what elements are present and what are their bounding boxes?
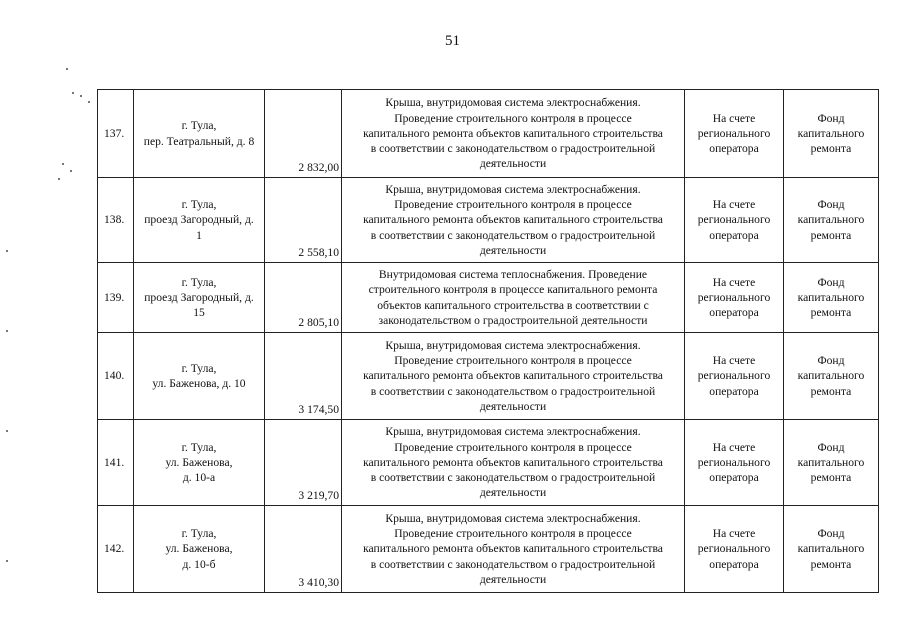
object-address: г. Тула, ул. Баженова, д. 10-б [134, 506, 265, 593]
funding-source: Фонд капитального ремонта [784, 506, 879, 593]
table-row [98, 263, 879, 333]
table-row [98, 420, 879, 506]
row-number: 141. [98, 420, 134, 506]
work-description: Крыша, внутридомовая система электроснабжения. Проведение строительного контроля в процессе капитального ремонта объектов капитального строительства в соответствии с законодательством о градостроительной деятельности [342, 506, 685, 593]
cost-value: 3 410,30 [265, 506, 342, 593]
cost-value: 3 174,50 [265, 333, 342, 420]
row-number: 140. [98, 333, 134, 420]
funding-source: Фонд капитального ремонта [784, 90, 879, 178]
row-number: 138. [98, 178, 134, 263]
account-type: На счете регионального оператора [685, 333, 784, 420]
row-number: 137. [98, 90, 134, 178]
work-description: Внутридомовая система теплоснабжения. Проведение строительного контроля в процессе капитального ремонта объектов капитального строительства в соответствии с законодательством о градостроительной деятельности [342, 263, 685, 333]
cost-value: 2 832,00 [265, 90, 342, 178]
funding-source: Фонд капитального ремонта [784, 178, 879, 263]
row-number: 142. [98, 506, 134, 593]
table-row [98, 90, 879, 178]
work-description: Крыша, внутридомовая система электроснабжения. Проведение строительного контроля в процессе капитального ремонта объектов капитального строительства в соответствии с законодательством о градостроительной деятельности [342, 90, 685, 178]
funding-source: Фонд капитального ремонта [784, 263, 879, 333]
page-number: 51 [445, 33, 460, 49]
table-row [98, 178, 879, 263]
object-address: г. Тула, проезд Загородный, д. 15 [134, 263, 265, 333]
register-table [97, 89, 879, 593]
work-description: Крыша, внутридомовая система электроснабжения. Проведение строительного контроля в процессе капитального ремонта объектов капитального строительства в соответствии с законодательством о градостроительной деятельности [342, 420, 685, 506]
object-address: г. Тула, пер. Театральный, д. 8 [134, 90, 265, 178]
account-type: На счете регионального оператора [685, 178, 784, 263]
work-description: Крыша, внутридомовая система электроснабжения. Проведение строительного контроля в процессе капитального ремонта объектов капитального строительства в соответствии с законодательством о градостроительной деятельности [342, 178, 685, 263]
scan-edge-marks [0, 0, 100, 640]
work-description: Крыша, внутридомовая система электроснабжения. Проведение строительного контроля в процессе капитального ремонта объектов капитального строительства в соответствии с законодательством о градостроительной деятельности [342, 333, 685, 420]
table-row [98, 333, 879, 420]
cost-value: 3 219,70 [265, 420, 342, 506]
cost-value: 2 558,10 [265, 178, 342, 263]
account-type: На счете регионального оператора [685, 263, 784, 333]
object-address: г. Тула, ул. Баженова, д. 10-а [134, 420, 265, 506]
account-type: На счете регионального оператора [685, 506, 784, 593]
object-address: г. Тула, проезд Загородный, д. 1 [134, 178, 265, 263]
funding-source: Фонд капитального ремонта [784, 420, 879, 506]
funding-source: Фонд капитального ремонта [784, 333, 879, 420]
table-row [98, 506, 879, 593]
row-number: 139. [98, 263, 134, 333]
object-address: г. Тула, ул. Баженова, д. 10 [134, 333, 265, 420]
account-type: На счете регионального оператора [685, 420, 784, 506]
cost-value: 2 805,10 [265, 263, 342, 333]
account-type: На счете регионального оператора [685, 90, 784, 178]
